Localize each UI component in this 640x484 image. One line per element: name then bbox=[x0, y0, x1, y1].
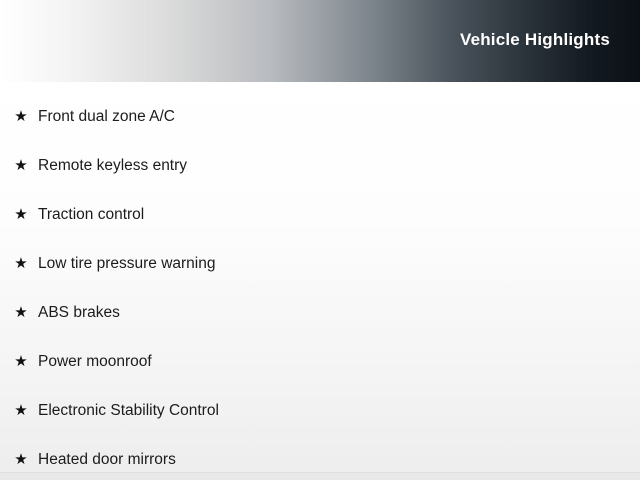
list-item bbox=[0, 337, 640, 386]
star-icon: ★ bbox=[14, 304, 28, 321]
list-item-label: Power moonroof bbox=[38, 352, 152, 370]
features-list bbox=[0, 82, 640, 480]
star-icon: ★ bbox=[14, 206, 28, 223]
star-icon: ★ bbox=[14, 451, 28, 468]
footer-strip bbox=[0, 472, 640, 480]
list-item-label: Electronic Stability Control bbox=[38, 401, 219, 419]
list-item-label: Heated door mirrors bbox=[38, 450, 176, 468]
list-item-label: ABS brakes bbox=[38, 303, 120, 321]
list-item bbox=[0, 190, 640, 239]
list-item bbox=[0, 141, 640, 190]
list-item bbox=[0, 239, 640, 288]
star-icon: ★ bbox=[14, 353, 28, 370]
page-title: Vehicle Highlights bbox=[459, 30, 610, 49]
star-icon: ★ bbox=[14, 255, 28, 272]
list-item-label: Remote keyless entry bbox=[38, 156, 188, 174]
header-banner bbox=[0, 0, 640, 82]
list-item bbox=[0, 288, 640, 337]
list-item-label: Front dual zone A/C bbox=[38, 107, 175, 125]
list-item bbox=[0, 92, 640, 141]
list-item-label: Low tire pressure warning bbox=[38, 254, 216, 272]
star-icon: ★ bbox=[14, 157, 28, 174]
star-icon: ★ bbox=[14, 402, 28, 419]
star-icon: ★ bbox=[14, 108, 28, 125]
list-item bbox=[0, 386, 640, 435]
list-item-label: Traction control bbox=[38, 205, 145, 223]
